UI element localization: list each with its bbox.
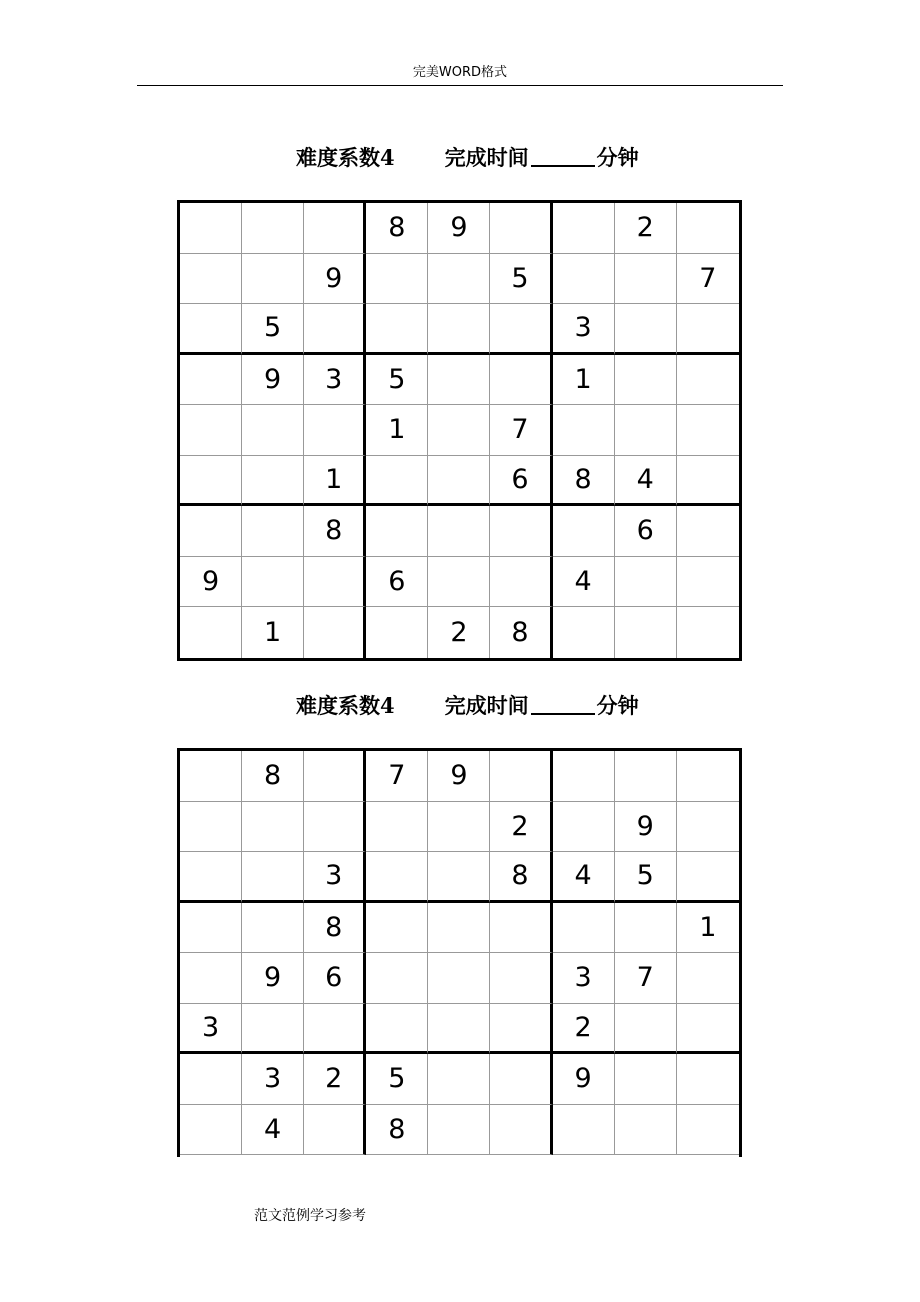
sudoku-row xyxy=(180,953,739,1004)
sudoku-cell[interactable]: 9 xyxy=(615,802,677,853)
sudoku-cell[interactable]: 1 xyxy=(366,405,428,456)
sudoku-cell[interactable] xyxy=(366,953,428,1004)
sudoku-cell[interactable] xyxy=(553,751,615,802)
sudoku-cell[interactable]: 2 xyxy=(428,607,490,658)
sudoku-cell[interactable]: 1 xyxy=(677,903,739,954)
sudoku-cell[interactable] xyxy=(677,405,739,456)
sudoku-cell[interactable] xyxy=(304,1004,366,1055)
sudoku-cell[interactable] xyxy=(490,1004,552,1055)
sudoku-cell[interactable] xyxy=(366,456,428,507)
puzzle-2-time-unit: 分钟 xyxy=(596,693,639,718)
sudoku-cell[interactable] xyxy=(366,304,428,355)
sudoku-cell[interactable]: 9 xyxy=(428,203,490,254)
sudoku-cell[interactable] xyxy=(304,557,366,608)
puzzle-1-time-label: 完成时间 xyxy=(444,145,529,170)
sudoku-cell[interactable] xyxy=(180,254,242,305)
sudoku-cell[interactable] xyxy=(553,903,615,954)
puzzle-2-difficulty: 难度系数4 xyxy=(296,693,395,718)
sudoku-row xyxy=(180,254,739,305)
sudoku-row xyxy=(180,1105,739,1156)
sudoku-cell[interactable] xyxy=(242,557,304,608)
puzzle-2-time-blank xyxy=(531,709,595,715)
sudoku-cell[interactable] xyxy=(180,405,242,456)
sudoku-cell[interactable]: 5 xyxy=(490,254,552,305)
sudoku-cell[interactable] xyxy=(428,852,490,903)
sudoku-cell[interactable] xyxy=(553,607,615,658)
sudoku-cell[interactable]: 8 xyxy=(490,607,552,658)
sudoku-cell[interactable] xyxy=(366,254,428,305)
sudoku-cell[interactable] xyxy=(553,254,615,305)
sudoku-cell[interactable]: 9 xyxy=(180,557,242,608)
sudoku-cell[interactable]: 3 xyxy=(553,304,615,355)
sudoku-cell[interactable]: 1 xyxy=(553,355,615,406)
sudoku-cell[interactable] xyxy=(615,607,677,658)
sudoku-row xyxy=(180,802,739,853)
sudoku-cell[interactable]: 7 xyxy=(677,254,739,305)
sudoku-cell[interactable] xyxy=(366,903,428,954)
sudoku-cell[interactable] xyxy=(428,506,490,557)
sudoku-row xyxy=(180,751,739,802)
sudoku-cell[interactable]: 2 xyxy=(553,1004,615,1055)
sudoku-cell[interactable] xyxy=(615,1054,677,1105)
sudoku-cell[interactable] xyxy=(180,607,242,658)
sudoku-cell[interactable] xyxy=(242,802,304,853)
sudoku-cell[interactable] xyxy=(615,405,677,456)
sudoku-cell[interactable]: 9 xyxy=(553,1054,615,1105)
sudoku-cell[interactable] xyxy=(428,802,490,853)
sudoku-cell[interactable] xyxy=(677,1105,739,1156)
sudoku-cell[interactable] xyxy=(366,802,428,853)
sudoku-cell[interactable] xyxy=(242,254,304,305)
sudoku-cell[interactable]: 3 xyxy=(304,355,366,406)
sudoku-cell[interactable] xyxy=(677,1054,739,1105)
sudoku-cell[interactable] xyxy=(242,456,304,507)
sudoku-cell[interactable] xyxy=(304,1105,366,1156)
sudoku-cell[interactable] xyxy=(553,802,615,853)
sudoku-grid-2 xyxy=(177,748,742,1157)
sudoku-cell[interactable] xyxy=(490,203,552,254)
sudoku-cell[interactable] xyxy=(242,506,304,557)
sudoku-cell[interactable] xyxy=(180,456,242,507)
sudoku-cell[interactable] xyxy=(490,1054,552,1105)
sudoku-cell[interactable] xyxy=(615,355,677,406)
sudoku-cell[interactable]: 9 xyxy=(304,254,366,305)
sudoku-cell[interactable]: 9 xyxy=(428,751,490,802)
puzzle-1-title xyxy=(296,140,639,172)
sudoku-cell[interactable] xyxy=(677,557,739,608)
sudoku-cell[interactable] xyxy=(677,355,739,406)
sudoku-cell[interactable]: 2 xyxy=(490,802,552,853)
sudoku-cell[interactable] xyxy=(490,903,552,954)
sudoku-cell[interactable] xyxy=(428,1054,490,1105)
sudoku-cell[interactable]: 4 xyxy=(615,456,677,507)
sudoku-cell[interactable] xyxy=(242,405,304,456)
sudoku-cell[interactable] xyxy=(615,903,677,954)
sudoku-row xyxy=(180,203,739,254)
sudoku-cell[interactable] xyxy=(180,751,242,802)
sudoku-cell[interactable] xyxy=(242,903,304,954)
sudoku-cell[interactable]: 8 xyxy=(366,1105,428,1156)
sudoku-cell[interactable] xyxy=(428,953,490,1004)
sudoku-cell[interactable] xyxy=(677,304,739,355)
sudoku-row xyxy=(180,506,739,557)
sudoku-cell[interactable]: 4 xyxy=(553,557,615,608)
sudoku-row xyxy=(180,405,739,456)
sudoku-cell[interactable] xyxy=(304,405,366,456)
sudoku-cell[interactable]: 2 xyxy=(304,1054,366,1105)
sudoku-cell[interactable] xyxy=(428,557,490,608)
puzzle-1-time-unit: 分钟 xyxy=(596,145,639,170)
sudoku-cell[interactable] xyxy=(677,203,739,254)
sudoku-row xyxy=(180,557,739,608)
puzzle-2-title xyxy=(296,688,639,720)
sudoku-grid-1 xyxy=(177,200,742,661)
header-divider xyxy=(137,85,783,86)
sudoku-cell[interactable]: 3 xyxy=(242,1054,304,1105)
sudoku-cell[interactable] xyxy=(242,852,304,903)
sudoku-row xyxy=(180,1054,739,1105)
sudoku-cell[interactable]: 7 xyxy=(366,751,428,802)
sudoku-cell[interactable]: 8 xyxy=(490,852,552,903)
sudoku-cell[interactable]: 8 xyxy=(304,506,366,557)
sudoku-cell[interactable] xyxy=(615,304,677,355)
sudoku-cell[interactable] xyxy=(490,355,552,406)
sudoku-cell[interactable] xyxy=(677,852,739,903)
sudoku-cell[interactable]: 8 xyxy=(553,456,615,507)
sudoku-row xyxy=(180,1004,739,1055)
sudoku-cell[interactable] xyxy=(304,304,366,355)
sudoku-row xyxy=(180,304,739,355)
sudoku-cell[interactable] xyxy=(490,1105,552,1156)
sudoku-cell[interactable]: 2 xyxy=(615,203,677,254)
sudoku-cell[interactable] xyxy=(677,1004,739,1055)
sudoku-cell[interactable] xyxy=(180,506,242,557)
sudoku-cell[interactable] xyxy=(615,1004,677,1055)
sudoku-cell[interactable]: 4 xyxy=(242,1105,304,1156)
sudoku-cell[interactable] xyxy=(180,1054,242,1105)
sudoku-cell[interactable]: 6 xyxy=(304,953,366,1004)
sudoku-cell[interactable] xyxy=(366,1004,428,1055)
sudoku-cell[interactable]: 7 xyxy=(615,953,677,1004)
sudoku-cell[interactable] xyxy=(677,456,739,507)
sudoku-cell[interactable]: 8 xyxy=(366,203,428,254)
sudoku-cell[interactable] xyxy=(428,903,490,954)
sudoku-cell[interactable]: 6 xyxy=(615,506,677,557)
sudoku-cell[interactable] xyxy=(677,607,739,658)
sudoku-cell[interactable]: 6 xyxy=(490,456,552,507)
sudoku-cell[interactable] xyxy=(180,802,242,853)
sudoku-row xyxy=(180,852,739,903)
sudoku-cell[interactable] xyxy=(428,254,490,305)
sudoku-cell[interactable] xyxy=(180,852,242,903)
sudoku-cell[interactable] xyxy=(615,254,677,305)
sudoku-cell[interactable] xyxy=(242,1004,304,1055)
sudoku-row xyxy=(180,903,739,954)
sudoku-cell[interactable] xyxy=(304,607,366,658)
sudoku-cell[interactable] xyxy=(366,607,428,658)
sudoku-cell[interactable]: 3 xyxy=(304,852,366,903)
sudoku-cell[interactable]: 5 xyxy=(242,304,304,355)
sudoku-cell[interactable] xyxy=(180,903,242,954)
page-header: 完美WORD格式 xyxy=(412,65,508,80)
sudoku-cell[interactable]: 8 xyxy=(242,751,304,802)
sudoku-cell[interactable]: 3 xyxy=(553,953,615,1004)
sudoku-cell[interactable] xyxy=(304,751,366,802)
sudoku-cell[interactable]: 6 xyxy=(366,557,428,608)
sudoku-cell[interactable]: 8 xyxy=(304,903,366,954)
sudoku-cell[interactable]: 1 xyxy=(304,456,366,507)
sudoku-cell[interactable]: 9 xyxy=(242,953,304,1004)
sudoku-cell[interactable] xyxy=(615,557,677,608)
sudoku-cell[interactable] xyxy=(490,953,552,1004)
sudoku-cell[interactable] xyxy=(366,506,428,557)
sudoku-cell[interactable] xyxy=(553,203,615,254)
sudoku-cell[interactable] xyxy=(428,304,490,355)
sudoku-cell[interactable] xyxy=(428,405,490,456)
sudoku-cell[interactable] xyxy=(490,751,552,802)
sudoku-cell[interactable] xyxy=(553,405,615,456)
puzzle-2-time-label: 完成时间 xyxy=(444,693,529,718)
sudoku-row xyxy=(180,456,739,507)
sudoku-cell[interactable] xyxy=(180,355,242,406)
sudoku-cell[interactable] xyxy=(366,852,428,903)
puzzle-1-difficulty: 难度系数4 xyxy=(296,145,395,170)
sudoku-cell[interactable] xyxy=(428,355,490,406)
sudoku-cell[interactable] xyxy=(428,1004,490,1055)
sudoku-cell[interactable] xyxy=(428,1105,490,1156)
sudoku-cell[interactable] xyxy=(553,1105,615,1156)
puzzle-1-time-blank xyxy=(531,161,595,167)
page-footer: 范文范例学习参考 xyxy=(254,1208,366,1224)
sudoku-cell[interactable] xyxy=(677,953,739,1004)
sudoku-cell[interactable]: 5 xyxy=(366,1054,428,1105)
sudoku-cell[interactable]: 4 xyxy=(553,852,615,903)
sudoku-cell[interactable]: 5 xyxy=(615,852,677,903)
sudoku-cell[interactable] xyxy=(677,751,739,802)
sudoku-cell[interactable] xyxy=(304,203,366,254)
sudoku-cell[interactable] xyxy=(242,203,304,254)
sudoku-cell[interactable] xyxy=(180,203,242,254)
sudoku-cell[interactable] xyxy=(615,751,677,802)
sudoku-cell[interactable] xyxy=(490,506,552,557)
sudoku-cell[interactable]: 1 xyxy=(242,607,304,658)
sudoku-cell[interactable]: 3 xyxy=(180,1004,242,1055)
sudoku-cell[interactable]: 7 xyxy=(490,405,552,456)
sudoku-row xyxy=(180,607,739,658)
sudoku-cell[interactable] xyxy=(615,1105,677,1156)
sudoku-cell[interactable] xyxy=(553,506,615,557)
sudoku-cell[interactable] xyxy=(677,802,739,853)
sudoku-cell[interactable] xyxy=(490,557,552,608)
sudoku-cell[interactable] xyxy=(490,304,552,355)
sudoku-cell[interactable] xyxy=(428,456,490,507)
sudoku-cell[interactable]: 5 xyxy=(366,355,428,406)
sudoku-cell[interactable] xyxy=(180,304,242,355)
sudoku-cell[interactable] xyxy=(304,802,366,853)
sudoku-cell[interactable] xyxy=(677,506,739,557)
sudoku-row xyxy=(180,355,739,406)
sudoku-cell[interactable]: 9 xyxy=(242,355,304,406)
sudoku-cell[interactable] xyxy=(180,1105,242,1156)
sudoku-cell[interactable] xyxy=(180,953,242,1004)
